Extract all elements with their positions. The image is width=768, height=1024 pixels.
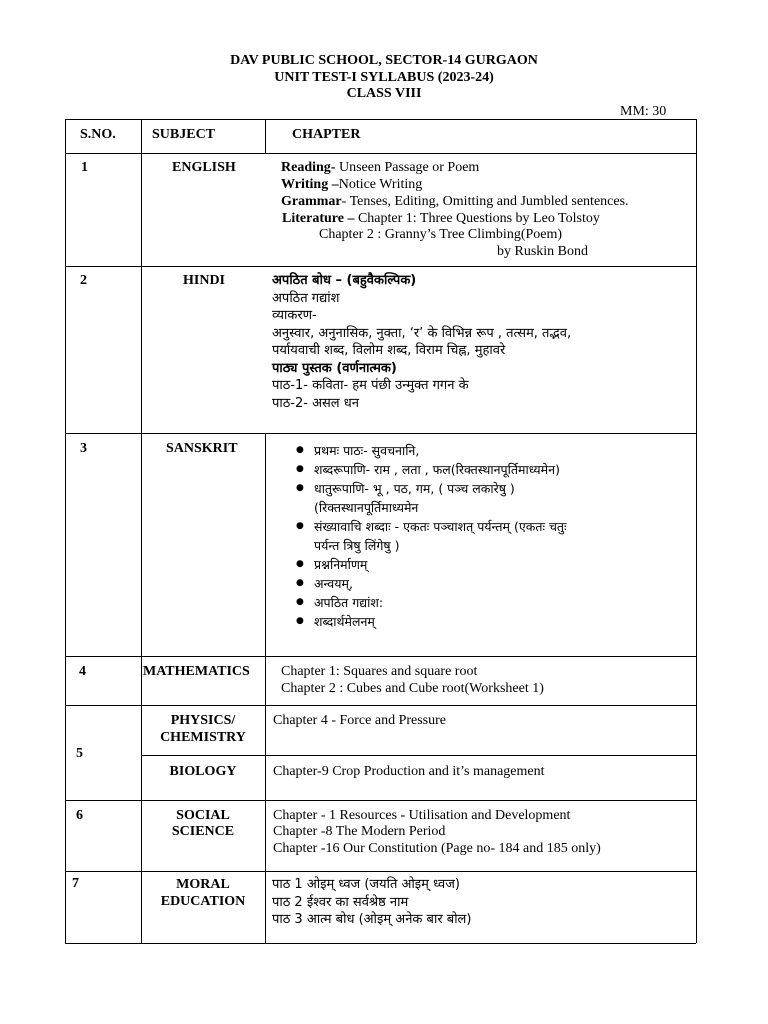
social-line-2: Chapter -8 The Modern Period [273,824,446,839]
maths-line-2: Chapter 2 : Cubes and Cube root(Worksheet 1) [281,681,544,696]
maths-line-1: Chapter 1: Squares and square root [281,664,478,679]
header-sno: S.NO. [80,127,116,142]
english-chapter-2: Chapter 2 : Granny’s Tree Climbing(Poem) [319,227,563,242]
hindi-chapter-list [272,272,571,412]
row-subject: HINDI [183,273,226,288]
social-line-3: Chapter -16 Our Constitution (Page no- 184 and 185 only) [273,841,601,856]
row-sno: 7 [72,876,79,891]
list-item: ● प्रश्ननिर्माणम् [292,555,567,574]
list-item: ● शब्दार्थमेलनम् [292,612,567,631]
row-sno: 1 [81,160,88,175]
row-subject-biology: BIOLOGY [169,764,237,779]
row-subject: ENGLISH [172,160,236,175]
row-sno: 5 [76,746,83,761]
hindi-heading-1: अपठित बोध – (बहुवैकल्पिक) [272,273,417,288]
list-item: ● अन्वयम्, [292,574,567,593]
english-line-1: Reading- Unseen Passage or Poem [281,160,480,175]
biology-chapter: Chapter-9 Crop Production and it’s management [273,764,545,779]
max-marks: MM: 30 [620,104,667,119]
school-name: DAV PUBLIC SCHOOL, SECTOR-14 GURGAON [230,53,538,68]
row-subject-2: EDUCATION [160,894,246,909]
row-subject: SANSKRIT [166,441,238,456]
row-sno: 6 [76,808,83,823]
moral-line: पाठ 3 आत्म बोध (ओइम् अनेक बार बोल) [272,912,472,927]
hindi-line: पाठ-1- कविता- हम पंछी उन्मुक्त गगन के [272,378,469,393]
row-subject-chemistry: CHEMISTRY [160,730,246,745]
exam-title: UNIT TEST-I SYLLABUS (2023-24) [274,70,494,85]
social-line-1: Chapter - 1 Resources - Utilisation and Development [273,808,571,823]
class-title: CLASS VIII [346,86,422,101]
english-line-4: Literature – Chapter 1: Three Questions by Leo Tolstoy [282,211,600,226]
moral-line: पाठ 2 ईश्वर का सर्वश्रेष्ठ नाम [272,894,409,910]
row-subject-2: SCIENCE [171,824,235,839]
hindi-heading-2: पाठ्य पुस्तक (वर्णनात्मक) [272,360,397,376]
english-line-3: Grammar- Tenses, Editing, Omitting and Jumbled sentences. [281,194,629,209]
hindi-line: पर्यायवाची शब्द, विलोम शब्द, विराम चिह्न, मुहावरे [272,343,506,358]
sanskrit-chapter-list [292,441,567,631]
list-item: ● संख्यावाचि शब्दाः - एकतः पञ्चाशत् पर्यन्तम् (एकतः चतुः [292,517,567,536]
english-line-2: Writing –Notice Writing [281,177,423,192]
moral-chapter-list [272,876,471,929]
row-sno: 4 [79,664,86,679]
list-item: ● अपठित गद्यांश: [292,593,567,612]
row-subject-1: MORAL [176,877,230,892]
list-item: (रिक्तस्थानपूर्तिमाध्यमेन [314,500,419,515]
row-subject-1: SOCIAL [176,808,230,823]
list-item: ● धातुरूपाणि- भू , पठ, गम, ( पञ्च लकारेषु ) [292,479,567,498]
row-sno: 2 [80,273,87,288]
hindi-line: अपठित गद्यांश [272,290,340,306]
row-subject: MATHEMATICS [143,664,250,679]
english-author: by Ruskin Bond [497,244,589,259]
hindi-line: व्याकरण- [272,308,317,323]
moral-line: पाठ 1 ओइम् ध्वज (जयति ओइम् ध्वज) [272,877,460,892]
list-item: ● प्रथमः पाठः- सुवचनानि, [292,441,567,460]
row-sno: 3 [80,441,87,456]
list-item: ● शब्दरूपाणि- राम , लता , फल(रिक्तस्थानपूर्तिमाध्यमेन) [292,460,567,479]
header-chapter: CHAPTER [292,127,361,142]
row-subject-physics: PHYSICS/ [170,713,236,728]
list-item: पर्यन्त त्रिषु लिंगेषु ) [314,538,400,553]
hindi-line: अनुस्वार, अनुनासिक, नुक्ता, ‘र’ के विभिन्न रूप , तत्सम, तद्भव, [272,325,572,341]
physics-chapter: Chapter 4 - Force and Pressure [273,713,447,728]
hindi-line: पाठ-2- असल धन [272,395,359,411]
header-subject: SUBJECT [152,127,216,142]
